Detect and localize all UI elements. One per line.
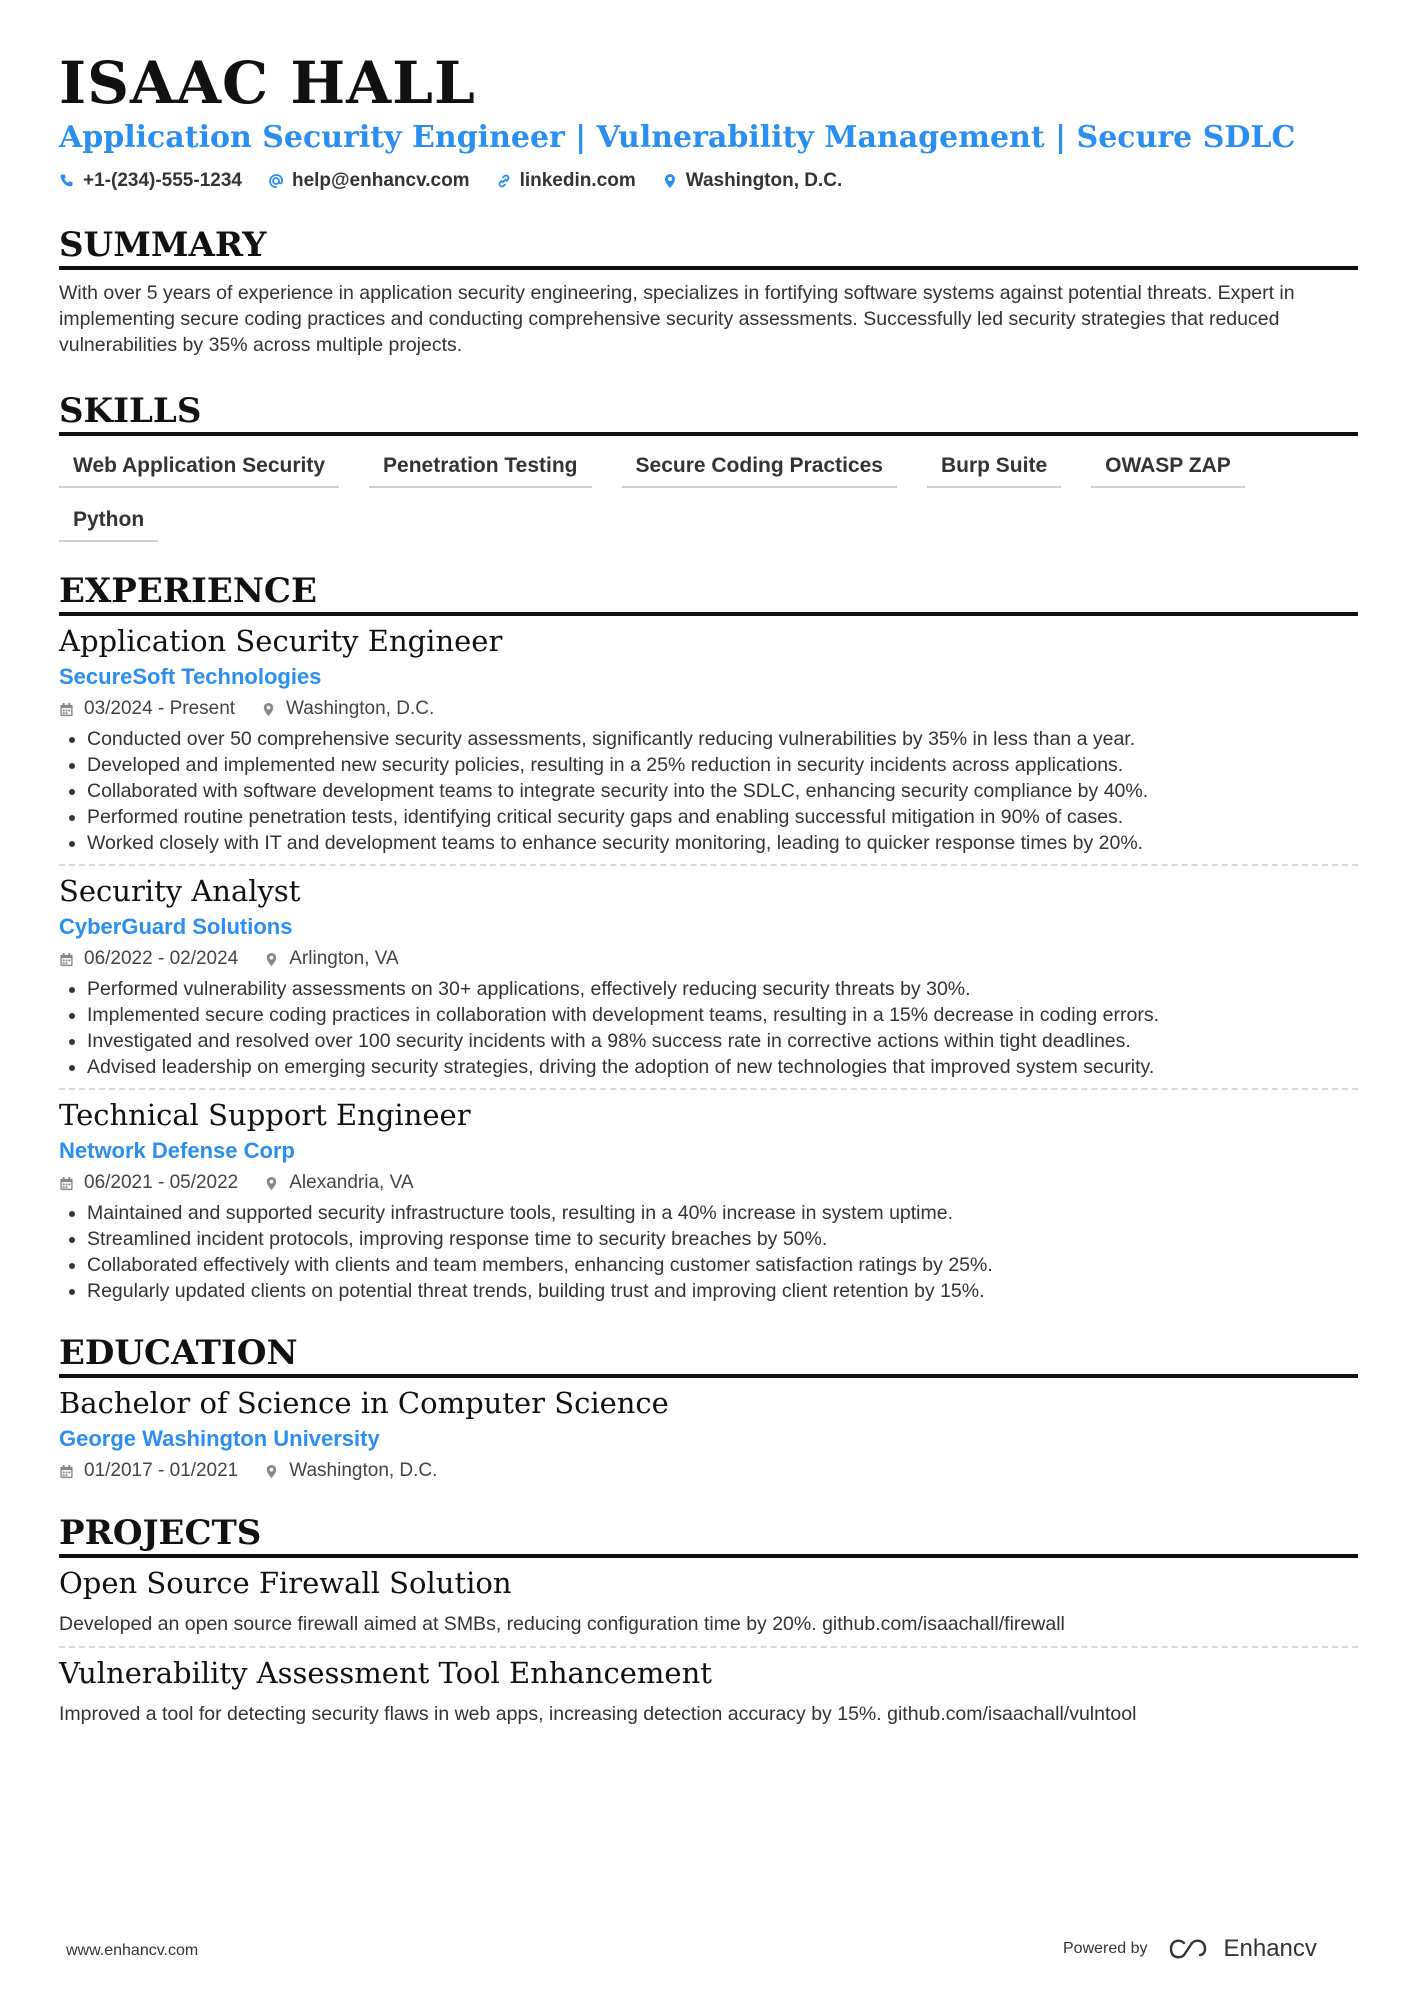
contact-phone[interactable] — [59, 170, 242, 192]
job-meta — [59, 946, 1358, 972]
bullet-item: • Performed vulnerability assessments on 30+ applications, effectively reducing security threats by 30%. — [87, 976, 1358, 1002]
headline: Application Security Engineer | Vulnerability Management | Secure SDLC — [59, 120, 1296, 155]
job-dates: 06/2022 - 02/2024 — [84, 948, 239, 969]
contact-linkedin[interactable] — [496, 170, 636, 192]
skills-title: SKILLS — [59, 392, 1358, 436]
job-title: Security Analyst — [59, 874, 301, 908]
bullet-item: • Collaborated with software development teams to integrate security into the SDLC, enhancing security compliance by 40%. — [87, 778, 1358, 804]
school-name: George Washington University — [59, 1426, 380, 1451]
footer-brand[interactable] — [1063, 1935, 1317, 1963]
at-sign-icon — [268, 173, 284, 189]
calendar-icon — [59, 1464, 74, 1479]
degree-title: Bachelor of Science in Computer Science — [59, 1386, 669, 1420]
bullet-item: • Performed routine penetration tests, identifying critical security gaps and enabling successful mitigation in 90% of cases. — [87, 804, 1358, 830]
summary-title: SUMMARY — [59, 226, 1358, 270]
job-title: Application Security Engineer — [59, 624, 503, 658]
bullet-item: • Advised leadership on emerging security strategies, driving the adoption of new technologies that improved system security. — [87, 1054, 1358, 1080]
education-meta — [59, 1458, 1358, 1484]
projects-section — [59, 1514, 1358, 1736]
job-bullets — [59, 976, 1358, 1080]
project-description: Developed an open source firewall aimed at SMBs, reducing configuration time by 20%. github.com/isaachall/firewall — [59, 1613, 1065, 1635]
company-name: SecureSoft Technologies — [59, 664, 322, 689]
skill-tag: OWASP ZAP — [1091, 448, 1245, 488]
job-location: Alexandria, VA — [289, 1172, 414, 1193]
bullet-item: • Worked closely with IT and development teams to enhance security monitoring, leading to quicker response times by 20%. — [87, 830, 1358, 856]
education-section — [59, 1334, 1358, 1492]
education-dates: 01/2017 - 01/2021 — [84, 1460, 239, 1481]
contact-bar — [59, 170, 1358, 192]
education-entry — [59, 1378, 1358, 1492]
job-dates: 06/2021 - 05/2022 — [84, 1172, 239, 1193]
summary-text: With over 5 years of experience in application security engineering, specializes in fortifying software systems against potential threats. Expert in implementing secure coding practices and conducting comprehensive security assessments. Successfully led security strategies that reduced vulnerabilities by 35% across multiple projects. — [59, 282, 1295, 356]
email-text: help@enhancv.com — [291, 170, 470, 191]
calendar-icon — [59, 952, 74, 967]
project-name: Vulnerability Assessment Tool Enhancement — [59, 1656, 712, 1690]
map-pin-icon — [261, 702, 276, 717]
calendar-icon — [59, 702, 74, 717]
bullet-item: • Developed and implemented new security policies, resulting in a 25% reduction in security incidents across applications. — [87, 752, 1358, 778]
education-title: EDUCATION — [59, 1334, 1358, 1378]
map-pin-icon — [264, 952, 279, 967]
job-meta — [59, 696, 1358, 722]
experience-entry — [59, 1090, 1358, 1312]
project-entry — [59, 1648, 1358, 1736]
project-name: Open Source Firewall Solution — [59, 1566, 512, 1600]
job-dates: 03/2024 - Present — [84, 698, 236, 719]
link-icon — [496, 173, 512, 189]
job-bullets — [59, 1200, 1358, 1304]
skill-tag: Burp Suite — [927, 448, 1061, 488]
bullet-item: • Collaborated effectively with clients and team members, enhancing customer satisfaction ratings by 25%. — [87, 1252, 1358, 1278]
skill-tag: Python — [59, 502, 158, 542]
job-title: Technical Support Engineer — [59, 1098, 471, 1132]
phone-icon — [59, 173, 75, 189]
company-name: CyberGuard Solutions — [59, 914, 293, 939]
footer-website[interactable]: www.enhancv.com — [66, 1942, 199, 1959]
project-entry — [59, 1558, 1358, 1648]
map-pin-icon — [662, 173, 678, 189]
experience-section — [59, 572, 1358, 1312]
summary-section — [59, 226, 1358, 358]
job-location: Washington, D.C. — [286, 698, 435, 719]
linkedin-text: linkedin.com — [519, 170, 636, 191]
bullet-item: • Streamlined incident protocols, improving response time to security breaches by 50%. — [87, 1226, 1358, 1252]
enhancv-logo-icon — [1168, 1938, 1214, 1960]
job-bullets — [59, 726, 1358, 856]
bullet-item: • Regularly updated clients on potential threat trends, building trust and improving client retention by 15%. — [87, 1278, 1358, 1304]
skills-list — [59, 448, 1358, 542]
phone-text: +1-(234)-555-1234 — [83, 170, 242, 191]
projects-title: PROJECTS — [59, 1514, 1358, 1558]
bullet-item: • Investigated and resolved over 100 security incidents with a 98% success rate in corrective actions within tight deadlines. — [87, 1028, 1358, 1054]
experience-entry — [59, 866, 1358, 1090]
powered-by-label: Powered by — [1063, 1940, 1148, 1957]
company-name: Network Defense Corp — [59, 1138, 295, 1163]
experience-title: EXPERIENCE — [59, 572, 1358, 616]
candidate-name: ISAAC HALL — [59, 49, 476, 117]
bullet-item: • Maintained and supported security infrastructure tools, resulting in a 40% increase in system uptime. — [87, 1200, 1358, 1226]
brand-name: Enhancv — [1223, 1935, 1317, 1962]
location-text: Washington, D.C. — [685, 170, 843, 191]
bullet-item: • Implemented secure coding practices in collaboration with development teams, resulting in a 15% decrease in coding errors. — [87, 1002, 1358, 1028]
skills-section — [59, 392, 1358, 542]
enhancv-logo — [1168, 1935, 1317, 1963]
bullet-item: • Conducted over 50 comprehensive security assessments, significantly reducing vulnerabilities by 35% in less than a year. — [87, 726, 1358, 752]
skill-tag: Secure Coding Practices — [622, 448, 897, 488]
calendar-icon — [59, 1176, 74, 1191]
contact-location — [662, 170, 843, 192]
skill-tag: Penetration Testing — [369, 448, 591, 488]
contact-email[interactable] — [268, 170, 470, 192]
project-description: Improved a tool for detecting security flaws in web apps, increasing detection accuracy by 15%. github.com/isaachall/vulntool — [59, 1703, 1137, 1725]
map-pin-icon — [264, 1176, 279, 1191]
resume — [59, 50, 1358, 1736]
job-location: Arlington, VA — [289, 948, 399, 969]
job-meta — [59, 1170, 1358, 1196]
education-location: Washington, D.C. — [289, 1460, 438, 1481]
experience-entry — [59, 616, 1358, 866]
skill-tag: Web Application Security — [59, 448, 339, 488]
map-pin-icon — [264, 1464, 279, 1479]
